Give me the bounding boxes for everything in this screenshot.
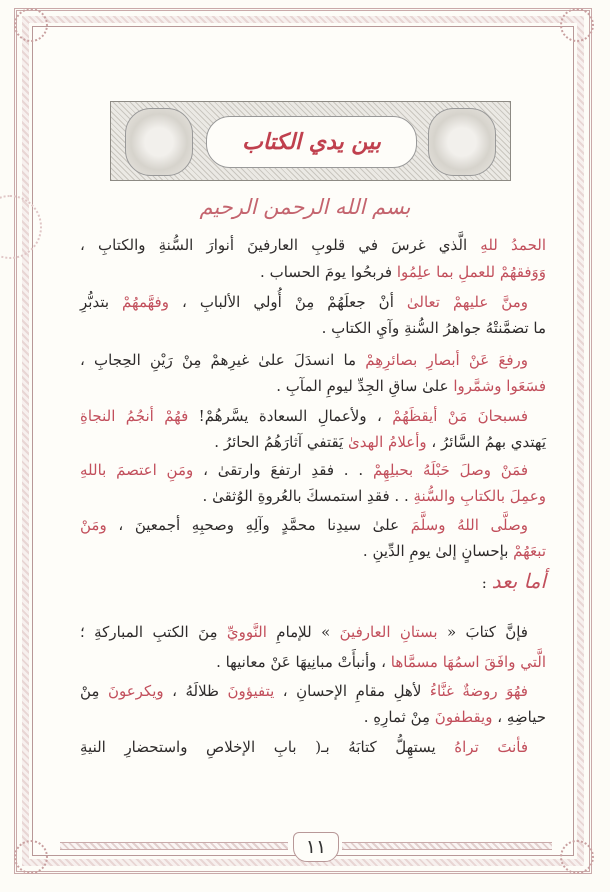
text-line (80, 515, 528, 535)
quatrefoil-ornament (125, 108, 193, 176)
text-segment: : (481, 574, 492, 592)
page-number: ١١ (293, 832, 339, 862)
text-segment: مِنْ ثمارِهِ . (363, 708, 435, 726)
basmala: بسم الله الرحمن الرحيم (199, 195, 411, 219)
highlighted-phrase: الَّتي وافَقَ اسمُهَا مسمَّاها (390, 653, 546, 671)
text-segment: مِنَ الكتبِ المباركةِ ؛ (80, 623, 227, 641)
text-line (80, 262, 546, 282)
highlighted-phrase: ويكرعونَ (107, 682, 164, 700)
highlighted-phrase: فهُوَ روضةٌ غنَّاءُ (429, 682, 528, 700)
text-line (80, 541, 546, 561)
text-segment: فإنَّ كتابَ « (437, 623, 528, 641)
text-segment: مِنْ (80, 682, 108, 700)
highlighted-phrase: فسبحانَ مَنْ أيقظَهُمْ (392, 407, 528, 425)
highlighted-phrase: وفهَّمهُمْ (122, 293, 169, 311)
text-segment: ما تضمَّنتْهُ جواهرُ السُّنةِ وآيِ الكتابِ . (321, 319, 546, 337)
quatrefoil-ornament (428, 108, 496, 176)
footer-rule (342, 842, 552, 850)
chapter-header-panel (110, 101, 511, 181)
text-line (80, 292, 528, 312)
highlighted-phrase: يتفيؤونَ (227, 682, 275, 700)
text-segment: بتدبُّرِ (80, 293, 123, 311)
highlighted-phrase: ومَنْ (80, 516, 107, 534)
text-segment: ما انسدَلَ علىٰ غيرِهمْ مِنْ رَيْنِ الحِجابِ ، (80, 351, 366, 369)
text-line (80, 432, 546, 452)
text-line (80, 652, 546, 672)
highlighted-phrase: ومَنِ اعتصمَ باللهِ (80, 461, 194, 479)
highlighted-phrase: بستانِ العارفينَ (339, 623, 438, 641)
highlighted-phrase: فمَنْ وصلَ حَبْلَهُ بحبلِهِمْ (372, 461, 529, 479)
highlighted-phrase: فهُمْ أنجُمُ النجاةِ (80, 407, 189, 425)
highlighted-phrase: ورفعَ عَنْ أبصارِ بصائرِهِمْ (365, 351, 528, 369)
text-line (80, 681, 528, 701)
highlighted-phrase: ويقطفونَ (434, 708, 493, 726)
highlighted-phrase: تبعَهُمْ (513, 542, 546, 560)
text-segment: علىٰ سيدِنا محمَّدٍ وآلِهِ وصحبِهِ أجمعينَ ، (106, 516, 411, 534)
text-segment: حياضِهِ ، (492, 708, 546, 726)
text-segment: ، وأنبأَتْ مبانِيهَا عَنْ معانيها . (216, 653, 391, 671)
text-line (80, 350, 528, 370)
text-line (80, 707, 546, 727)
text-line (80, 376, 546, 396)
text-segment: فربحُوا يومَ الحساب . (260, 263, 397, 281)
text-segment: أنْ جعلَهُمْ مِنْ أُولي الألبابِ ، (168, 293, 407, 311)
corner-ornament (14, 840, 48, 874)
text-segment: » للإمامِ (266, 623, 340, 641)
text-segment: . . فقدِ استمسكَ بالعُروةِ الوُثقىٰ . (202, 487, 414, 505)
highlighted-phrase: النَّوويِّ (226, 623, 267, 641)
text-segment: لأهلِ مقامِ الإحسانِ ، (274, 682, 430, 700)
text-line (80, 622, 528, 642)
text-line (80, 235, 546, 255)
highlighted-phrase: وصلَّى اللهُ وسلَّمَ (410, 516, 528, 534)
header-cartouche (206, 116, 417, 168)
text-segment: بإحسانٍ إلىٰ يومِ الدِّينِ . (362, 542, 514, 560)
highlighted-phrase: ومنَّ عليهمْ تعالىٰ (406, 293, 528, 311)
text-segment: ، ولأعمالِ السعادة يسَّرهُمْ! (188, 407, 393, 425)
highlighted-phrase: وَوَفقهُمْ للعملِ بما علِمُوا (396, 263, 546, 281)
corner-ornament (560, 8, 594, 42)
corner-ornament (560, 840, 594, 874)
highlighted-phrase: وعمِلَ بالكتابِ والسُّنةِ (413, 487, 546, 505)
footer-rule (60, 842, 288, 850)
text-line (80, 486, 546, 506)
text-segment: يَهتدي بهمُ السَّائرُ ، (426, 433, 546, 451)
chapter-title: بين يدي الكتاب (242, 129, 381, 155)
text-line (80, 737, 528, 757)
text-segment: يستهِلُّ كتابَهُ بـ( بابِ الإخلاصِ واستحضارِ النيةِ (80, 738, 455, 756)
text-line (80, 568, 546, 594)
text-line (80, 460, 528, 480)
text-segment: . . فقدِ ارتفعَ وارتقىٰ ، (193, 461, 373, 479)
text-segment: علىٰ ساقِ الجِدِّ ليومِ المآبِ . (276, 377, 454, 395)
text-segment: الَّذي غرسَ في قلوبِ العارفينَ أنوارَ السُّنةِ والكتابِ ، (80, 236, 481, 254)
text-line (80, 406, 528, 426)
highlighted-phrase: فسَعَوا وشمَّروا (453, 377, 546, 395)
corner-ornament (14, 8, 48, 42)
highlighted-phrase: الحمدُ للهِ (480, 236, 546, 254)
text-segment: يَقتفي آثارَهُمُ الحائرُ . (214, 433, 348, 451)
text-line (80, 318, 546, 338)
highlighted-phrase: أما بعد (491, 569, 546, 593)
highlighted-phrase: وأعلامُ الهدىٰ (348, 433, 427, 451)
text-segment: ظلالَهُ ، (163, 682, 228, 700)
highlighted-phrase: فأنتَ تراهُ (454, 738, 528, 756)
